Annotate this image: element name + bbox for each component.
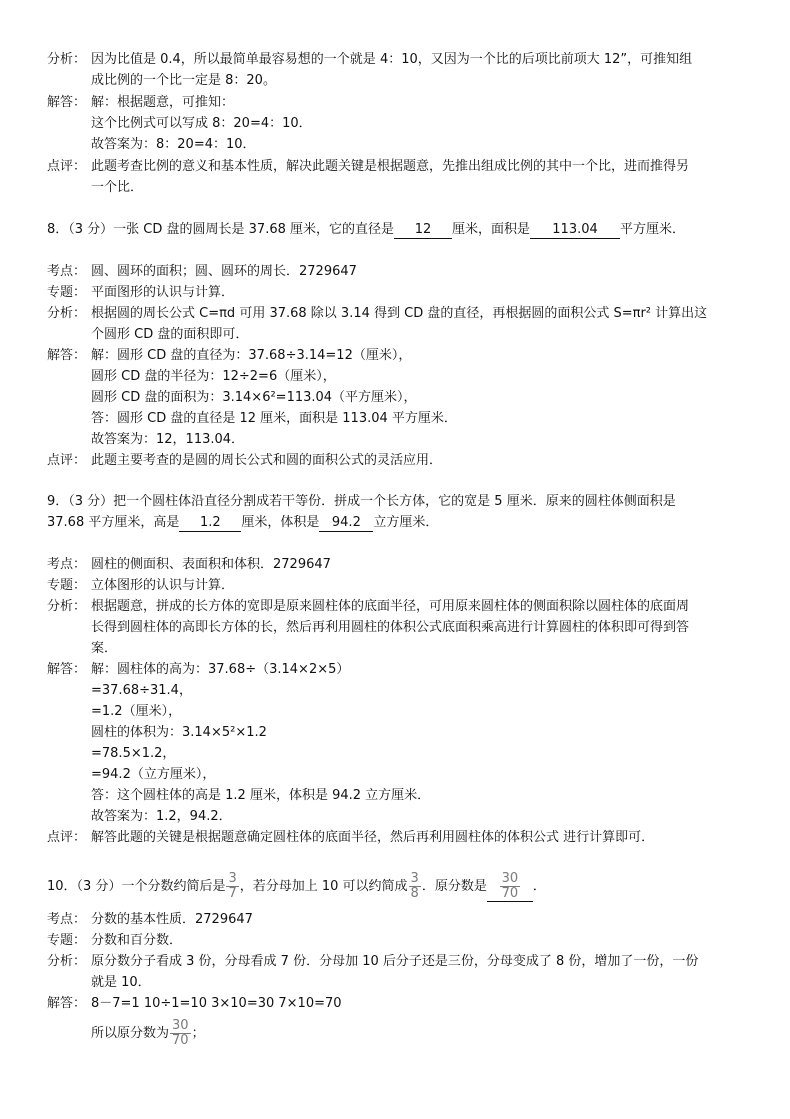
fraction-numerator: 30 [501,871,519,886]
q10-answer-blank [487,872,533,902]
kaodian-label: 考点： [47,557,87,572]
q9-mid: 厘米，体积是 [241,515,320,530]
q9-answer-blank-2: 94.2 [319,515,373,532]
q10-fraction-3-8 [409,872,421,901]
q9-jieda-line: =1.2（厘米）， [91,704,182,719]
question-10 [47,872,546,902]
q8-fenxi-cont: 个圆形 CD 盘的面积即可． [91,327,249,342]
fenxi-text: 根据题意，拼成的长方体的宽即是原来圆柱体的底面半径，可用原来圆柱体的侧面积除以圆柱体的底面周 [91,599,690,614]
q8-prefix: 8．（3 分）一张 CD 盘的圆周长是 37.68 厘米，它的直径是 [47,222,395,237]
top-analysis-cont: 成比例的一个比一定是 8：20。 [91,73,276,88]
kaodian-text: 圆、圆环的面积；圆、圆环的周长．2729647 [91,264,357,279]
top-comment-cont: 一个比． [91,180,144,195]
fraction-denominator: 8 [410,886,419,901]
analysis-text: 因为比值是 0.4，所以最简单最容易想的一个就是 4：10，又因为一个比的后项比前项大 12”，可推知组 [91,52,693,67]
q8-jieda-line: 圆形 CD 盘的半径为：12÷2=6（厘米）， [91,369,336,384]
q9-jieda-line: 答：这个圆柱体的高是 1.2 厘米，体积是 94.2 立方厘米． [91,788,431,803]
answer-text: 解：根据题意，可推知： [91,95,235,110]
jieda-text: 解：圆形 CD 盘的直径为：37.68÷3.14=12（厘米）， [91,348,412,363]
q9-jieda-line: =94.2（立方厘米）， [91,767,216,782]
fraction-denominator: 70 [172,1033,189,1048]
q8-suffix: 平方厘米． [620,222,686,237]
fraction-numerator: 3 [410,871,419,886]
fenxi-label: 分析： [47,306,87,321]
fraction-numerator: 30 [172,1018,189,1033]
fenxi-label: 分析： [47,954,87,969]
zhuanti-label: 专题： [47,933,87,948]
zhuanti-text: 立体图形的认识与计算． [91,578,235,593]
top-answer-line: 这个比例式可以写成 8：20=4：10． [91,116,312,131]
jieda-label: 解答： [47,996,87,1011]
q9-jieda-line: =78.5×1.2， [91,746,176,761]
analysis-label: 分析： [47,52,87,67]
dianping-label: 点评： [47,453,87,468]
q8-jieda-line: 答：圆形 CD 盘的直径是 12 厘米，面积是 113.04 平方厘米． [91,411,457,426]
dianping-text: 解答此题的关键是根据题意确定圆柱体的底面半径，然后再利用圆柱体的体积公式 进行计算即可． [91,830,655,845]
q10-jieda-suffix: ； [191,1026,205,1041]
dianping-label: 点评： [47,830,87,845]
q9-jieda-line: 圆柱的体积为：3.14×5²×1.2 [91,725,267,740]
q8-answer-blank-2: 113.04 [530,222,620,239]
question-8 [47,219,685,240]
question-9-line2 [47,512,438,533]
q10-mid: ，若分母加上 10 可以约简成 [239,879,408,894]
dianping-text: 此题主要考查的是圆的周长公式和圆的面积公式的灵活应用． [91,453,443,468]
q10-answer-fraction [500,872,521,901]
q9-fenxi-cont: 长得到圆柱体的高即长方体的长，然后再利用圆柱的体积公式底面积乘高进行计算圆柱的体积即可得到答 [91,620,690,635]
jieda-label: 解答： [47,348,87,363]
zhuanti-label: 专题： [47,285,87,300]
q8-jieda-line: 故答案为：12，113.04． [91,432,245,447]
q10-suffix: ． [532,879,546,894]
q9-jieda-line: 故答案为：1.2，94.2． [91,809,232,824]
q10-mid2: ．原分数是 [421,879,487,894]
fraction-denominator: 7 [228,886,237,901]
jieda-text: 解：圆柱体的高为：37.68÷（3.14×2×5） [91,662,350,677]
q9-suffix: 立方厘米． [373,515,439,530]
q8-answer-blank-1: 12 [394,222,452,239]
q10-jieda-line2 [91,1019,205,1048]
q9-fenxi-cont: 案． [91,641,118,656]
q10-jieda-prefix: 所以原分数为 [91,1026,170,1041]
comment-text: 此题考查比例的意义和基本性质，解决此题关键是根据题意，先推出组成比例的其中一个比，进而推得另 [91,159,690,174]
comment-label: 点评： [47,159,87,174]
jieda-text: 8－7=1 10÷1=10 3×10=30 7×10=70 [91,996,342,1011]
q9-prefix: 37.68 平方厘米，高是 [47,515,180,530]
q9-answer-blank-1: 1.2 [179,515,241,532]
q8-jieda-line: 圆形 CD 盘的面积为：3.14×6²=113.04（平方厘米）， [91,390,417,405]
fenxi-label: 分析： [47,599,87,614]
fraction-denominator: 70 [501,886,519,901]
q10-fenxi-cont: 就是 10． [91,975,151,990]
top-answer-line: 故答案为：8：20=4：10． [91,137,256,152]
kaodian-text: 分数的基本性质．2729647 [91,912,253,927]
q9-jieda-line: =37.68÷31.4， [91,683,192,698]
q10-prefix: 10．（3 分）一个分数约简后是 [47,879,226,894]
answer-label: 解答： [47,95,87,110]
q8-mid: 厘米，面积是 [452,222,531,237]
fraction-numerator: 3 [228,871,237,886]
kaodian-text: 圆柱的侧面积、表面积和体积．2729647 [91,557,331,572]
fenxi-text: 根据圆的周长公式 C=πd 可用 37.68 除以 3.14 得到 CD 盘的直径，再根据圆的面积公式 S=πr² 计算出这 [91,306,708,321]
zhuanti-text: 分数和百分数． [91,933,183,948]
q10-jieda-fraction [170,1019,191,1048]
kaodian-label: 考点： [47,264,87,279]
question-9-line1: 9．（3 分）把一个圆柱体沿直径分割成若干等份．拼成一个长方体，它的宽是 5 厘米．原来的圆柱体侧面积是 [47,494,676,509]
zhuanti-text: 平面图形的认识与计算． [91,285,235,300]
kaodian-label: 考点： [47,912,87,927]
jieda-label: 解答： [47,662,87,677]
fenxi-text: 原分数分子看成 3 份，分母看成 7 份．分母加 10 后分子还是三份，分母变成了 8 份，增加了一份，一份 [91,954,699,969]
zhuanti-label: 专题： [47,578,87,593]
q10-fraction-3-7 [226,872,238,901]
